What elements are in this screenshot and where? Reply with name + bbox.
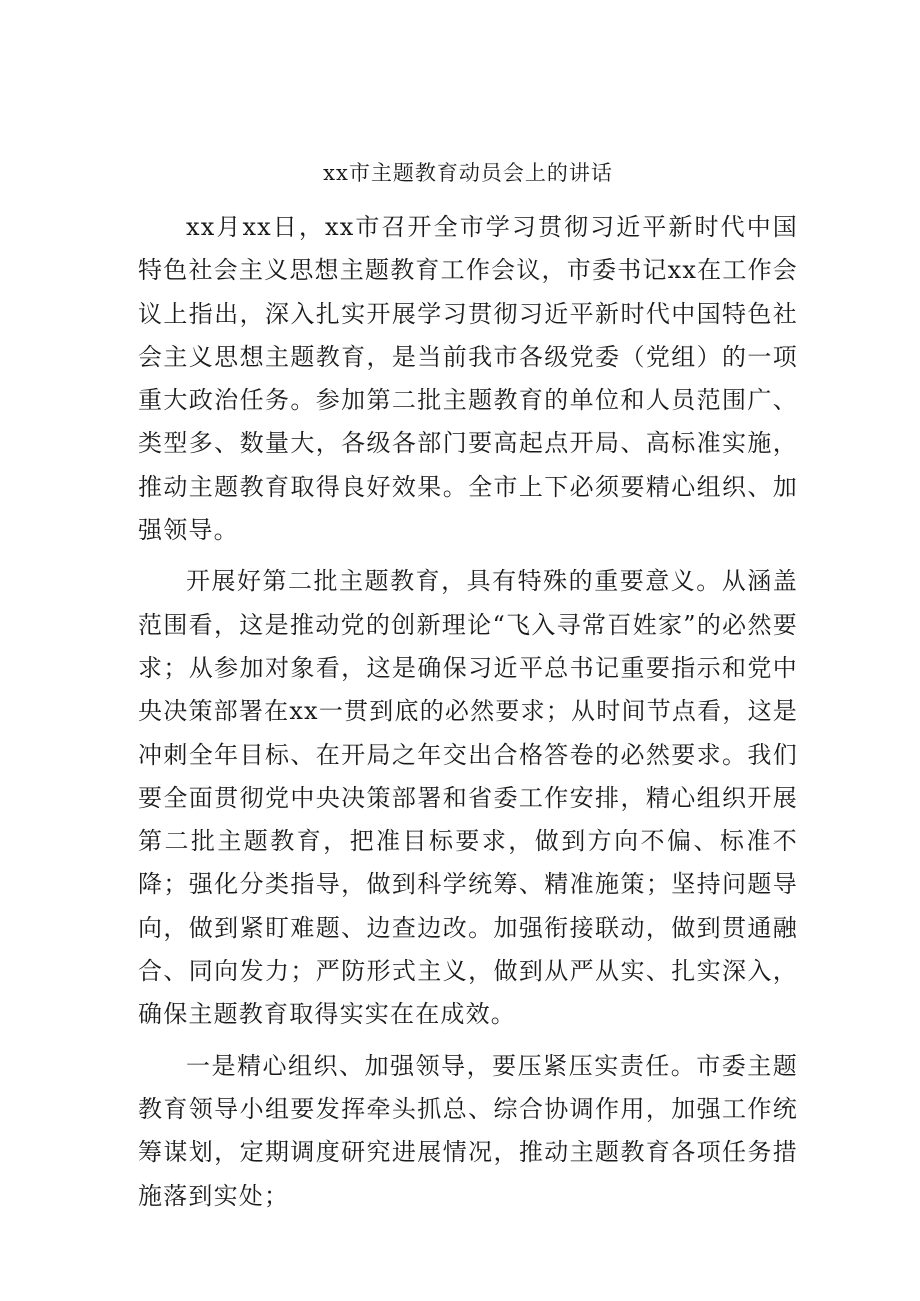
paragraph-3: 一是精心组织、加强领导，要压紧压实责任。市委主题教育领导小组要发挥牵头抓总、综合协调作用，加强工作统筹谋划，定期调度研究进展情况，推动主题教育各项任务措施落到实处； (138, 1051, 798, 1210)
paragraph-1: xx月xx日，xx市召开全市学习贯彻习近平新时代中国特色社会主义思想主题教育工作会议，市委书记xx在工作会议上指出，深入扎实开展学习贯彻习近平新时代中国特色社会主义思想主题教育，是当前我市各级党委（党组）的一项重大政治任务。参加第二批主题教育的单位和人员范围广、类型多、数量大，各级各部门要高起点开局、高标准实施，推动主题教育取得良好效果。全市上下必须要精心组织、加强领导。 (138, 213, 798, 545)
document-title: xx市主题教育动员会上的讲话 (323, 161, 613, 185)
paragraph-2: 开展好第二批主题教育，具有特殊的重要意义。从涵盖范围看，这是推动党的创新理论“飞入寻常百姓家”的必然要求；从参加对象看，这是确保习近平总书记重要指示和党中央决策部署在xx一贯到底的必然要求；从时间节点看，这是冲刺全年目标、在开局之年交出合格答卷的必然要求。我们要全面贯彻党中央决策部署和省委工作安排，精心组织开展第二批主题教育，把准目标要求，做到方向不偏、标准不降；强化分类指导，做到科学统筹、精准施策；坚持问题导向，做到紧盯难题、边查边改。加强衔接联动，做到贯通融合、同向发力；严防形式主义，做到从严从实、扎实深入，确保主题教育取得实实在在成效。 (138, 567, 798, 1029)
